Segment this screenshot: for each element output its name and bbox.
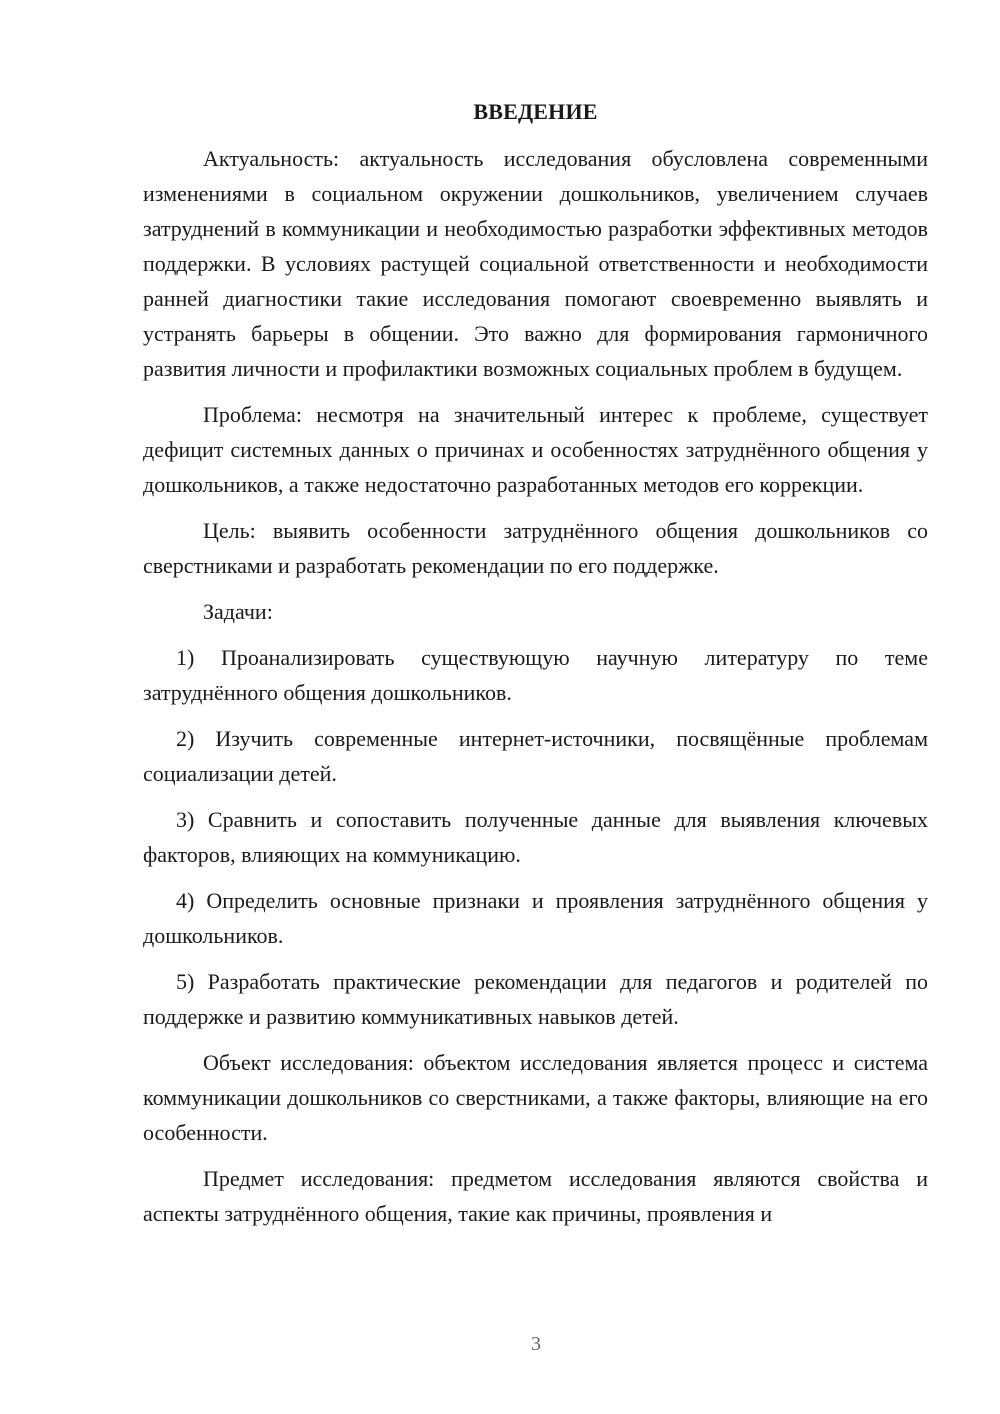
- object-paragraph: Объект исследования: объектом исследования является процесс и система коммуникации дошкольников со сверстниками, а также факторы, влияющие на его особенности.: [143, 1050, 928, 1145]
- task-item-5: 5) Разработать практические рекомендации для педагогов и родителей по поддержке и развитию коммуникативных навыков детей.: [143, 969, 928, 1029]
- problem-paragraph: Проблема: несмотря на значительный интерес к проблеме, существует дефицит системных данных о причинах и особенностях затруднённого общения у дошкольников, а также недостаточно разработанных методов его коррекции.: [143, 402, 928, 497]
- task-item-4: 4) Определить основные признаки и проявления затруднённого общения у дошкольников.: [143, 888, 928, 948]
- goal-paragraph: Цель: выявить особенности затруднённого общения дошкольников со сверстниками и разработать рекомендации по его поддержке.: [143, 518, 928, 578]
- task-item-3: 3) Сравнить и сопоставить полученные данные для выявления ключевых факторов, влияющих на коммуникацию.: [143, 807, 928, 867]
- relevance-paragraph: Актуальность: актуальность исследования обусловлена современными изменениями в социальном окружении дошкольников, увеличением случаев затруднений в коммуникации и необходимостью разработки эффективных методов поддержки. В условиях растущей социальной ответственности и необходимости ранней диагностики такие исследования помогают своевременно выявлять и устранять барьеры в общении. Это важно для формирования гармоничного развития личности и профилактики возможных социальных проблем в будущем.: [143, 146, 928, 381]
- task-item-2: 2) Изучить современные интернет-источники, посвящённые проблемам социализации детей.: [143, 726, 928, 786]
- document-page: [143, 94, 928, 1242]
- page-number: 3: [531, 1333, 541, 1355]
- task-item-1: 1) Проанализировать существующую научную литературу по теме затруднённого общения дошкольников.: [143, 645, 928, 705]
- section-title: ВВЕДЕНИЕ: [473, 99, 598, 124]
- subject-paragraph: Предмет исследования: предметом исследования являются свойства и аспекты затруднённого общения, такие как причины, проявления и: [143, 1166, 928, 1226]
- tasks-heading: Задачи:: [203, 599, 273, 624]
